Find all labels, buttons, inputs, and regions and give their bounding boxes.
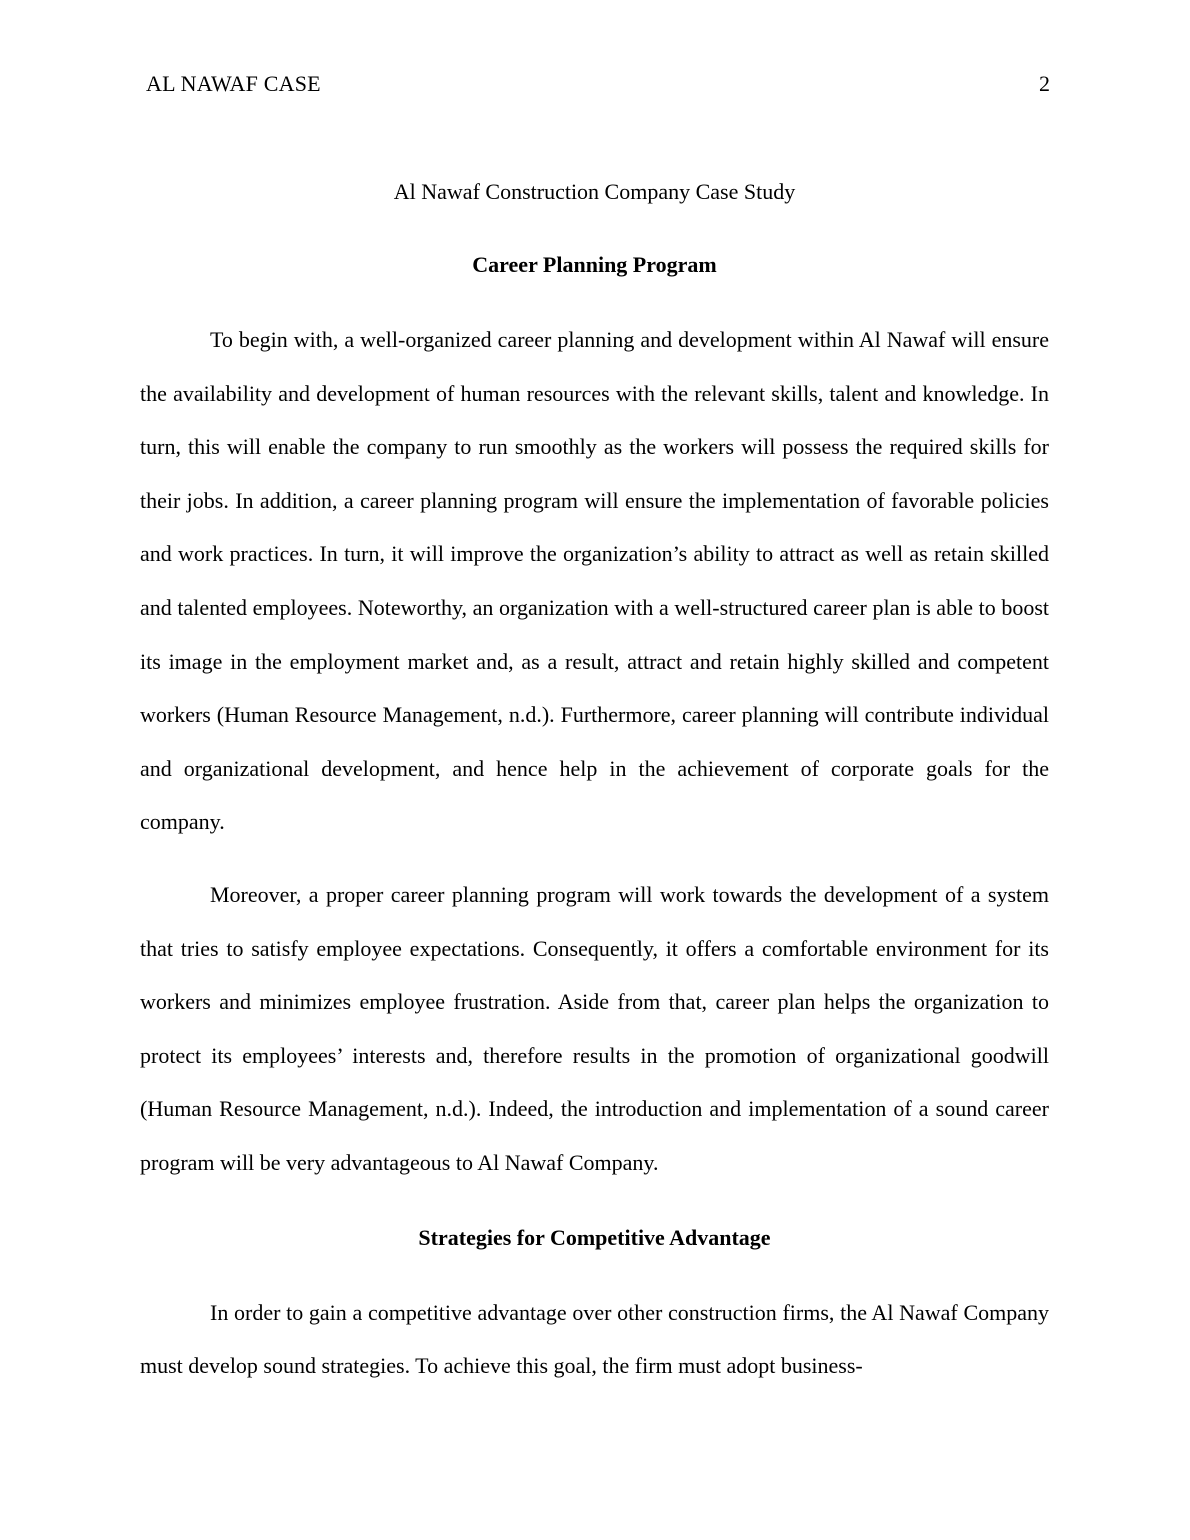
running-head: AL NAWAF CASE [146, 71, 321, 96]
section-heading-career-planning: Career Planning Program [472, 252, 717, 277]
paragraph: Moreover, a proper career planning program will work towards the development of a system that tries to satisfy employee expectations. Consequently, it offers a comfortable environment for its workers and minimizes employee frustration. Aside from that, career plan helps the organization to protect its employees’ interests and, therefore results in the promotion of organizational goodwill (Human Resource Management, n.d.). Indeed, the introduction and implementation of a sound career program will be very advantageous to Al Nawaf Company. [140, 881, 1049, 1175]
paragraph: To begin with, a well-organized career planning and development within Al Nawaf will ensure the availability and development of human resources with the relevant skills, talent and knowledge. In turn, this will enable the company to run smoothly as the workers will possess the required skills for their jobs. In addition, a career planning program will ensure the implementation of favorable policies and work practices. In turn, it will improve the organization’s ability to attract as well as retain skilled and talented employees. Noteworthy, an organization with a well-structured career plan is able to boost its image in the employment market and, as a result, attract and retain highly skilled and competent workers (Human Resource Management, n.d.). Furthermore, career planning will contribute individual and organizational development, and hence help in the achievement of corporate goals for the company. [140, 327, 1049, 835]
paragraph: In order to gain a competitive advantage over other construction firms, the Al Nawaf Company must develop sound strategies. To achieve this goal, the firm must adopt business- [140, 1299, 1049, 1379]
section-heading-competitive-advantage: Strategies for Competitive Advantage [418, 1224, 771, 1250]
document-title: Al Nawaf Construction Company Case Study [393, 179, 796, 204]
page-number: 2 [1039, 71, 1050, 96]
document-body [140, 167, 1049, 1393]
